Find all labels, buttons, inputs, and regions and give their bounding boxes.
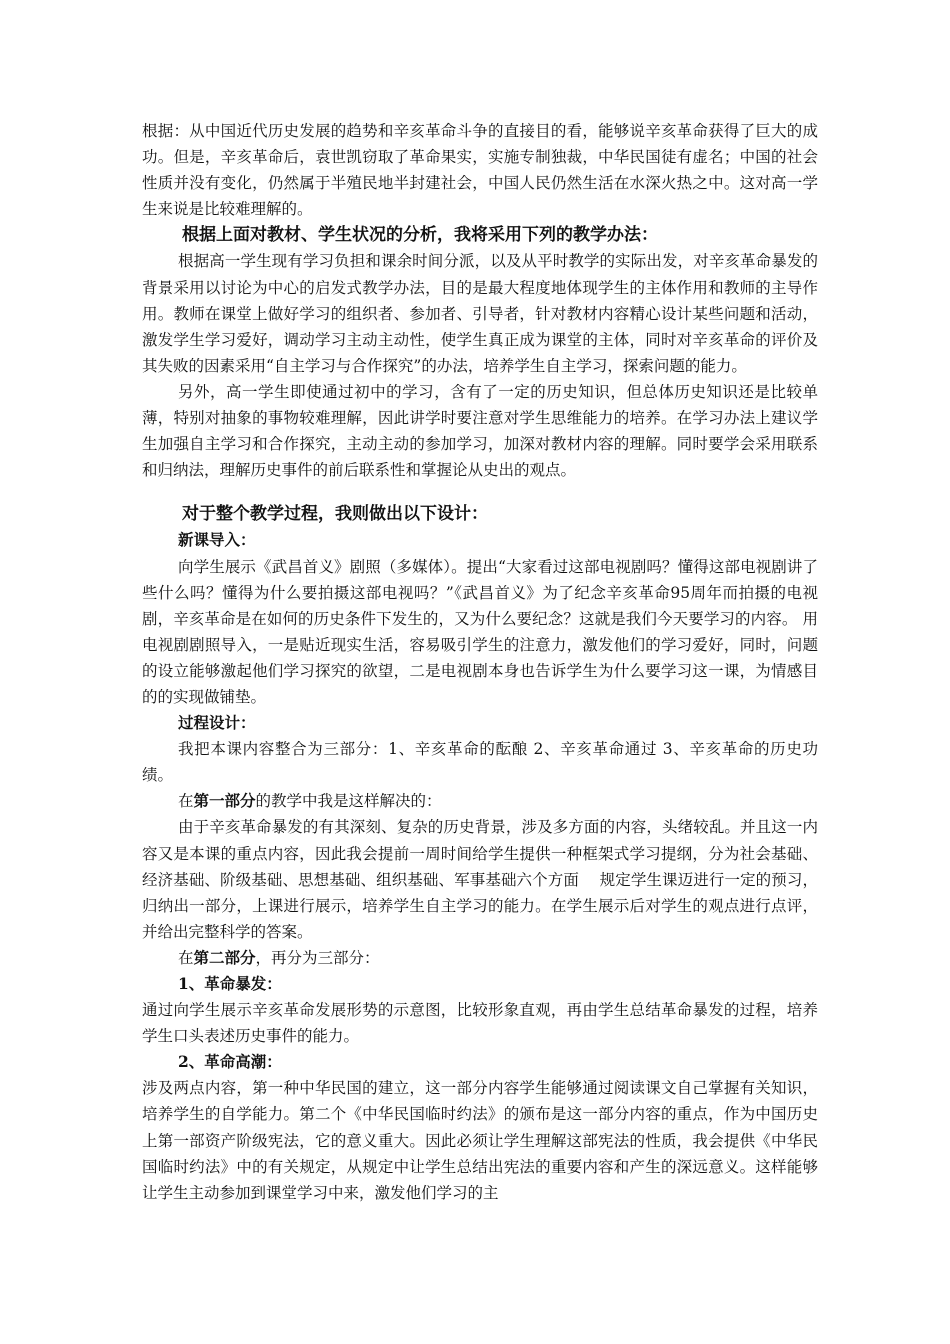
text-run: ，再分为三部分： <box>255 948 380 967</box>
paragraph-basis: 根据：从中国近代历史发展的趋势和辛亥革命斗争的直接目的看，能够说辛亥革命获得了巨大的成功。但是，辛亥革命后，袁世凯窃取了革命果实，实施专制独裁，中华民国徒有虚名；中国的社会性质并没有变化，仍然属于半殖民地半封建社会，中国人民仍然生活在水深火热之中。这对高一学生来说是比较难理解的。 <box>142 122 818 219</box>
document-page <box>142 118 818 1206</box>
heading-process-design: 对于整个教学过程，我则做出以下设计： <box>182 504 488 525</box>
paragraph-outbreak: 通过向学生展示辛亥革命发展形势的示意图，比较形象直观，再由学生总结革命暴发的过程，培养学生口头表述历史事件的能力。 <box>142 1001 818 1046</box>
paragraph-three-parts: 我把本课内容整合为三部分：1、辛亥革命的酝酿 2、辛亥革命通过 3、辛亥革命的历史功绩。 <box>142 740 818 785</box>
spacer <box>142 483 818 501</box>
paragraph-additionally: 另外，高一学生即使通过初中的学习，含有了一定的历史知识，但总体历史知识还是比较单薄，特别对抽象的事物较难理解，因此讲学时要注意对学生思维能力的培养。在学习办法上建议学生加强自主学习和合作探究，主动主动的参加学习，加深对教材内容的理解。同时要学会采用联系和归纳法，理解历史事件的前后联系性和掌握论从史出的观点。 <box>142 382 818 480</box>
subheading-intro: 新课导入： <box>178 530 256 550</box>
bold-part-one: 第一部分 <box>193 791 256 811</box>
paragraph-methods: 根据高一学生现有学习负担和课余时间分派，以及从平时教学的实际出发，对辛亥革命暴发的背景采用以讨论为中心的启发式教学办法，目的是最大程度地体现学生的主体作用和教师的主导作用。教师在课堂上做好学习的组织者、参加者、引导者，针对教材内容精心设计某些问题和活动，激发学生学习爱好，调动学习主动主动性，使学生真正成为课堂的主体，同时对辛亥革命的评价及其失败的因素采用“自主学习与合作探究”的办法，培养学生自主学习，探索问题的能力。 <box>142 252 818 375</box>
heading-teaching-methods: 根据上面对教材、学生状况的分析，我将采用下列的教学办法： <box>182 225 658 246</box>
subheading-outbreak: 1、革命暴发： <box>178 974 282 993</box>
paragraph-part-two-intro <box>142 945 818 971</box>
subheading-process: 过程设计： <box>178 713 256 733</box>
paragraph-part-one-intro <box>142 788 818 814</box>
paragraph-part-one: 由于辛亥革命暴发的有其深刻、复杂的历史背景，涉及多方面的内容，头绪较乱。并且这一内容又是本课的重点内容，因此我会提前一周时间给学生提供一种框架式学习提纲，分为社会基础、经济基础、阶级基础、思想基础、组织基础、军事基础六个方面 规定学生课迈进行一定的预习，归纳出一部分，上课进行展示，培养学生自主学习的能力。在学生展示后对学生的观点进行点评，并给出完整科学的答案。 <box>142 818 818 941</box>
paragraph-intro: 向学生展示《武昌首义》剧照（多媒体）。提出“大家看过这部电视剧吗？懂得这部电视剧讲了些什么吗？懂得为什么要拍摄这部电视吗？”《武昌首义》为了纪念辛亥革命95周年而拍摄的电视剧，辛亥革命是在如何的历史条件下发生的，又为什么要纪念？这就是我们今天要学习的内容。 用电视剧剧照导入，一是贴近现实生活，容易吸引学生的注意力，激发他们的学习爱好，同时，问题的设立能够激起他们学习探究的欲望，二是电视剧本身也告诉学生为什么要学习这一课，为情感目的的实现做铺垫。 <box>142 557 818 706</box>
subheading-climax: 2、革命高潮： <box>178 1052 282 1072</box>
text-run: 在 <box>178 792 194 811</box>
text-run: 的教学中我是这样解决的： <box>255 792 442 811</box>
text-run: 在 <box>178 948 194 967</box>
paragraph-climax: 涉及两点内容，第一种中华民国的建立，这一部分内容学生能够通过阅读课文自己掌握有关知识，培养学生的自学能力。第二个《中华民国临时约法》的颁布是这一部分内容的重点，作为中国历史上第一部资产阶级宪法，它的意义重大。因此必须让学生理解这部宪法的性质，我会提供《中华民国临时约法》中的有关规定，从规定中让学生总结出宪法的重要内容和产生的深远意义。这样能够让学生主动参加到课堂学习中来，激发他们学习的主 <box>142 1079 818 1202</box>
bold-part-two: 第二部分 <box>193 947 256 967</box>
